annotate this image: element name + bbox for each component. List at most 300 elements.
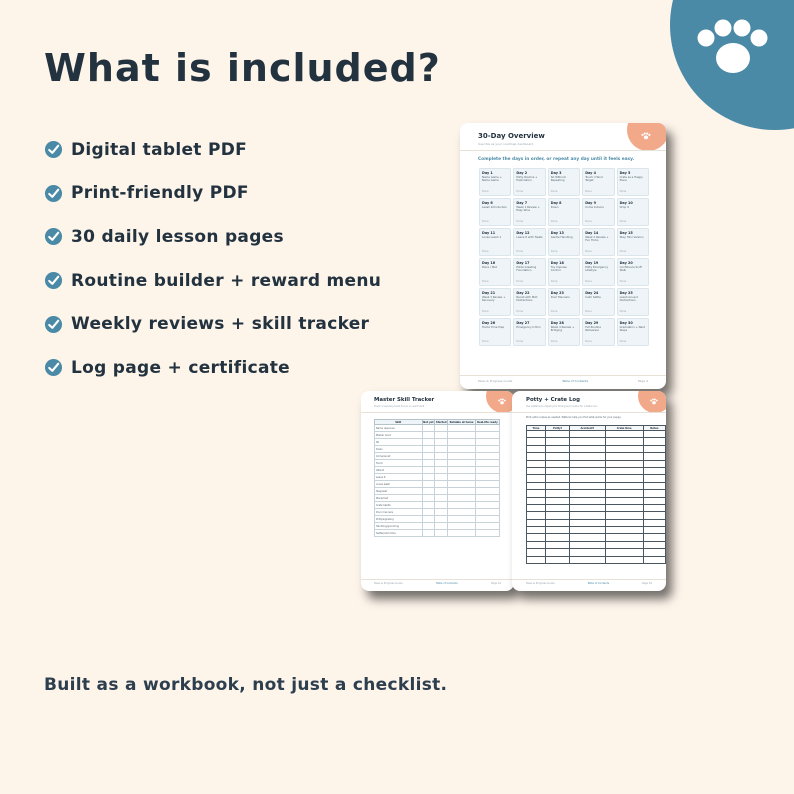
log-cell[interactable] [545,490,569,497]
skill-level-cell[interactable] [422,495,435,502]
page-footer [460,379,666,383]
day-done-checkbox[interactable]: Done [619,310,627,313]
skill-level-cell[interactable] [475,425,499,432]
day-done-checkbox[interactable]: Done [516,310,523,313]
table-row [527,467,666,474]
skill-level-cell[interactable] [435,453,448,460]
log-cell[interactable] [545,482,569,489]
log-cell[interactable] [605,541,643,548]
day-card [617,228,649,256]
divider [460,375,666,376]
day-done-checkbox[interactable]: Done [585,250,592,253]
day-done-checkbox[interactable]: Done [482,250,489,253]
day-done-checkbox[interactable]: Done [585,340,592,343]
skill-level-cell[interactable] [475,516,499,523]
footer-link: Table of Contents [435,582,458,585]
log-cell[interactable] [545,453,569,460]
day-card [548,288,580,316]
day-done-checkbox[interactable]: Done [482,190,489,193]
log-cell[interactable] [545,504,569,511]
column-header: Time [527,426,546,431]
log-cell[interactable] [570,467,605,474]
day-done-checkbox[interactable]: Done [585,220,592,223]
log-cell[interactable] [570,445,605,452]
day-number: Day 21 [482,291,496,295]
log-cell[interactable] [643,512,665,519]
log-cell[interactable] [643,431,665,438]
log-cell[interactable] [545,438,569,445]
feature-label: 30 daily lesson pages [71,226,284,247]
skill-level-cell[interactable] [422,488,435,495]
day-done-checkbox[interactable]: Done [619,340,627,343]
skill-level-cell[interactable] [422,425,435,432]
day-topic: Recall with Mild Distractions [516,295,538,303]
skill-level-cell[interactable] [435,530,448,537]
log-cell[interactable] [605,556,643,563]
skill-level-cell[interactable] [435,481,448,488]
day-topic: Name Game + Name Game [482,175,502,183]
day-number: Day 19 [585,261,599,265]
skill-level-cell[interactable] [435,474,448,481]
check-circle-icon [44,140,63,159]
log-cell[interactable] [545,556,569,563]
day-number: Day 13 [550,231,564,235]
log-cell[interactable] [605,467,643,474]
day-card [582,288,614,316]
day-card [548,168,580,196]
skill-level-cell[interactable] [435,523,448,530]
skill-level-cell[interactable] [435,467,448,474]
day-done-checkbox[interactable]: Done [516,250,523,253]
log-cell[interactable] [527,527,546,534]
log-cell[interactable] [545,534,569,541]
skill-level-cell[interactable] [422,453,435,460]
log-cell[interactable] [605,431,643,438]
day-card [513,198,545,226]
skill-level-cell[interactable] [435,509,448,516]
log-cell[interactable] [643,497,665,504]
day-done-checkbox[interactable]: Done [619,280,627,283]
skill-level-cell[interactable] [448,523,476,530]
page-title: Master Skill Tracker [374,397,435,403]
skill-level-cell[interactable] [422,467,435,474]
skill-name: Touch [375,460,423,467]
day-card [479,258,511,286]
day-card [582,228,614,256]
log-cell[interactable] [605,490,643,497]
skill-level-cell[interactable] [422,530,435,537]
day-number: Day 15 [619,231,633,235]
day-topic: Loose Leash 1 [482,235,502,239]
skill-level-cell[interactable] [422,432,435,439]
log-cell[interactable] [545,549,569,556]
skill-level-cell[interactable] [435,432,448,439]
log-cell[interactable] [527,549,546,556]
divider [361,412,514,413]
day-topic: Place / Mat [482,265,497,269]
day-done-checkbox[interactable]: Done [482,280,489,283]
table-row [375,502,500,509]
day-topic: Door Manners [550,295,570,299]
day-done-checkbox[interactable]: Done [482,220,489,223]
skill-level-cell[interactable] [448,530,476,537]
log-cell[interactable] [527,467,546,474]
skill-level-cell[interactable] [448,460,476,467]
table-row [527,512,666,519]
day-number: Day 4 [585,171,596,175]
table-row [527,490,666,497]
day-card [548,228,580,256]
day-card [513,318,545,346]
skill-level-cell[interactable] [435,446,448,453]
day-card [513,258,545,286]
day-done-checkbox[interactable]: Done [482,310,489,313]
log-cell[interactable] [527,497,546,504]
log-cell[interactable] [570,482,605,489]
skill-level-cell[interactable] [448,516,476,523]
table-row [527,453,666,460]
table-row [375,523,500,530]
day-done-checkbox[interactable]: Done [516,220,523,223]
log-cell[interactable] [643,527,665,534]
skill-name: Sit [375,439,423,446]
skill-level-cell[interactable] [422,446,435,453]
log-cell[interactable] [605,460,643,467]
skill-level-cell[interactable] [475,523,499,530]
day-card [513,288,545,316]
day-number: Day 12 [516,231,530,235]
page-footer [512,582,666,585]
log-cell[interactable] [527,519,546,526]
log-cell[interactable] [545,475,569,482]
log-cell[interactable] [643,519,665,526]
skill-level-cell[interactable] [435,516,448,523]
page-title: Potty + Crate Log [526,397,580,403]
feature-list [44,128,381,390]
day-done-checkbox[interactable]: Done [585,310,592,313]
skill-level-cell[interactable] [448,495,476,502]
table-row [375,474,500,481]
log-cell[interactable] [527,438,546,445]
day-card [617,318,649,346]
log-cell[interactable] [605,453,643,460]
log-cell[interactable] [570,556,605,563]
check-circle-icon [44,184,63,203]
log-cell[interactable] [570,519,605,526]
skill-name: Loose leash [375,481,423,488]
log-cell[interactable] [527,490,546,497]
column-header: Skill [375,420,423,425]
skill-level-cell[interactable] [448,432,476,439]
day-done-checkbox[interactable]: Done [550,340,558,343]
feature-label: Weekly reviews + skill tracker [71,314,370,335]
log-cell[interactable] [643,475,665,482]
log-cell[interactable] [527,475,546,482]
log-cell[interactable] [527,445,546,452]
day-done-checkbox[interactable]: Done [585,280,592,283]
day-topic: Calm Settle [585,295,601,299]
log-cell[interactable] [545,512,569,519]
day-done-checkbox[interactable]: Done [619,250,627,253]
skill-level-cell[interactable] [422,474,435,481]
day-card [582,198,614,226]
log-cell[interactable] [545,445,569,452]
log-cell[interactable] [545,467,569,474]
log-cell[interactable] [545,519,569,526]
day-done-checkbox[interactable]: Done [550,190,558,193]
day-done-checkbox[interactable]: Done [550,250,558,253]
skill-level-cell[interactable] [475,460,499,467]
log-cell[interactable] [605,519,643,526]
day-topic: Confidence Sniff Walk [619,265,642,273]
skill-level-cell[interactable] [448,488,476,495]
log-page-preview [512,391,666,591]
day-done-checkbox[interactable]: Done [482,340,489,343]
log-cell[interactable] [570,475,605,482]
feature-label: Log page + certificate [71,357,290,378]
log-cell[interactable] [605,527,643,534]
skill-level-cell[interactable] [435,495,448,502]
footer-left: Paws & Progress Guide [478,379,513,383]
skill-level-cell[interactable] [422,481,435,488]
skill-level-cell[interactable] [448,467,476,474]
skill-level-cell[interactable] [422,502,435,509]
log-cell[interactable] [527,534,546,541]
skill-name: Name response [375,425,423,432]
skill-name: Marker word [375,432,423,439]
page-footer [361,582,514,585]
day-card [617,168,649,196]
page-title: 30-Day Overview [478,132,545,140]
log-cell[interactable] [605,504,643,511]
log-cell[interactable] [570,504,605,511]
day-topic: Graduation + Next Steps [619,325,645,333]
log-cell[interactable] [605,534,643,541]
day-topic: Emergency U-Turn [516,325,541,329]
log-cell[interactable] [643,556,665,563]
day-done-checkbox[interactable]: Done [585,190,592,193]
day-done-checkbox[interactable]: Done [619,190,627,193]
skill-level-cell[interactable] [422,439,435,446]
log-cell[interactable] [605,512,643,519]
day-number: Day 28 [550,321,564,325]
skill-name: Door manners [375,509,423,516]
log-cell[interactable] [605,482,643,489]
log-cell[interactable] [527,556,546,563]
day-card [479,198,511,226]
log-cell[interactable] [527,431,546,438]
log-cell[interactable] [570,497,605,504]
log-cell[interactable] [643,460,665,467]
day-number: Day 18 [550,261,564,265]
check-circle-icon [44,358,63,377]
day-topic: Crate as a Happy Place [619,175,643,183]
table-row [375,467,500,474]
log-cell[interactable] [643,534,665,541]
skill-level-cell[interactable] [475,467,499,474]
day-number: Day 30 [619,321,633,325]
skill-name: Handling/grooming [375,523,423,530]
skill-level-cell[interactable] [448,425,476,432]
skill-name: Down [375,446,423,453]
log-cell[interactable] [570,534,605,541]
day-card [582,258,614,286]
day-card [617,198,649,226]
day-topic: Sit Without Repeating [550,175,566,183]
skill-level-cell[interactable] [448,502,476,509]
log-cell[interactable] [605,475,643,482]
log-cell[interactable] [545,527,569,534]
log-cell[interactable] [570,512,605,519]
log-cell[interactable] [570,460,605,467]
log-cell[interactable] [570,549,605,556]
day-done-checkbox[interactable]: Done [516,190,523,193]
day-number: Day 7 [516,201,528,205]
day-topic: Week 2 Review + Fun Tricks [585,235,609,243]
skill-level-cell[interactable] [435,488,448,495]
day-number: Day 27 [516,321,530,325]
log-cell[interactable] [570,527,605,534]
table-row [527,527,666,534]
skill-level-cell[interactable] [475,495,499,502]
log-cell[interactable] [527,504,546,511]
page-subtitle: Track a level-by-level focus on each skill [374,405,425,408]
feature-item [44,346,381,390]
table-row [375,530,500,537]
log-cell[interactable] [605,445,643,452]
skill-level-cell[interactable] [448,439,476,446]
skill-level-cell[interactable] [448,474,476,481]
skill-level-cell[interactable] [475,474,499,481]
log-cell[interactable] [643,438,665,445]
skill-level-cell[interactable] [475,446,499,453]
log-cell[interactable] [605,549,643,556]
table-row [527,504,666,511]
skill-name: Attend [375,467,423,474]
table-row [527,534,666,541]
column-header: Potty? [545,426,569,431]
log-cell[interactable] [527,512,546,519]
log-cell[interactable] [527,541,546,548]
log-cell[interactable] [570,490,605,497]
log-cell[interactable] [570,453,605,460]
log-cell[interactable] [570,541,605,548]
table-row [375,495,500,502]
log-cell[interactable] [527,453,546,460]
day-card [582,168,614,196]
log-cell[interactable] [643,541,665,548]
log-cell[interactable] [570,431,605,438]
column-header: Crate time [605,426,643,431]
skill-level-cell[interactable] [448,446,476,453]
log-cell[interactable] [527,482,546,489]
skill-name: Place/mat [375,495,423,502]
table-row [527,556,666,563]
day-done-checkbox[interactable]: Done [550,280,558,283]
day-topic: Stay: Mini Version [619,235,644,239]
log-cell[interactable] [643,504,665,511]
day-number: Day 25 [619,291,633,295]
skill-level-cell[interactable] [422,509,435,516]
skill-level-cell[interactable] [422,460,435,467]
log-cell[interactable] [643,549,665,556]
footer-right: Page 44 [490,582,501,585]
log-cell[interactable] [545,497,569,504]
skill-level-cell[interactable] [475,439,499,446]
day-topic: Toy Impulse Control [550,265,567,273]
day-done-checkbox[interactable]: Done [550,310,558,313]
table-row [527,549,666,556]
table-row [375,481,500,488]
skill-level-cell[interactable] [422,516,435,523]
log-cell[interactable] [545,541,569,548]
skill-level-cell[interactable] [435,439,448,446]
day-card [582,318,614,346]
log-cell[interactable] [545,431,569,438]
day-number: Day 17 [516,261,530,265]
log-cell[interactable] [545,460,569,467]
day-number: Day 24 [585,291,599,295]
log-cell[interactable] [643,490,665,497]
log-cell[interactable] [643,445,665,452]
skill-level-cell[interactable] [422,523,435,530]
day-done-checkbox[interactable]: Done [550,220,558,223]
day-done-checkbox[interactable]: Done [619,220,627,223]
skill-level-cell[interactable] [475,453,499,460]
skill-level-cell[interactable] [448,481,476,488]
log-cell[interactable] [643,467,665,474]
skill-level-cell[interactable] [475,432,499,439]
skill-level-cell[interactable] [448,509,476,516]
day-topic: Gentle Handling [550,235,573,239]
skill-level-cell[interactable] [475,509,499,516]
day-topic: Week 1 Review + Easy Wins [516,205,540,213]
log-cell[interactable] [643,482,665,489]
skill-level-cell[interactable] [435,460,448,467]
table-row [375,453,500,460]
skill-level-cell[interactable] [435,502,448,509]
table-row [375,460,500,467]
day-card [513,228,545,256]
skill-level-cell[interactable] [475,502,499,509]
log-cell[interactable] [605,438,643,445]
paw-icon [641,132,651,140]
log-table [526,425,666,564]
log-cell[interactable] [605,497,643,504]
day-number: Day 16 [482,261,496,265]
skill-level-cell[interactable] [448,453,476,460]
day-done-checkbox[interactable]: Done [516,340,523,343]
skill-name: Come/recall [375,453,423,460]
footer-right: Page 45 [641,582,652,585]
skill-level-cell[interactable] [475,481,499,488]
day-done-checkbox[interactable]: Done [516,280,523,283]
table-row [375,439,500,446]
log-cell[interactable] [527,460,546,467]
skill-level-cell[interactable] [475,488,499,495]
column-header: Real-life ready [477,420,498,424]
table-row [527,460,666,467]
page-subtitle: Use this as your roadmap dashboard [478,142,534,146]
day-topic: Home Time Prep [482,325,505,329]
footer-left: Paws & Progress Guide [374,582,403,585]
log-cell[interactable] [643,453,665,460]
day-number: Day 26 [482,321,496,325]
skill-level-cell[interactable] [435,425,448,432]
log-cell[interactable] [570,438,605,445]
skill-level-cell[interactable] [475,530,499,537]
table-row [375,509,500,516]
